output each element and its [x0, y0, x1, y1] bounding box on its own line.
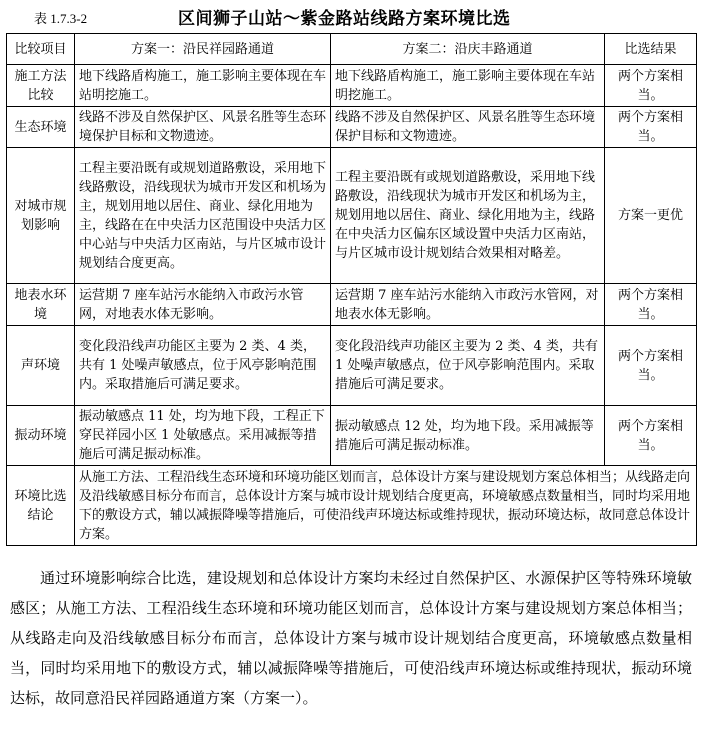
row-option2: 变化段沿线声功能区主要为 2 类、4 类，共有 1 处噪声敏感点，位于风亭影响范围内。采取措施后可满足要求。 [331, 326, 605, 406]
table-row [7, 107, 697, 148]
row-result: 两个方案相当。 [605, 107, 697, 148]
row-option1: 工程主要沿既有或规划道路敷设，采用地下线路敷设，沿线现状为城市开发区和机场为主，规划用地以居住、商业、绿化用地为主，线路在在中央活力区范围设中央活力区中心站与中央活力区南站，与片区城市设计规划结合度更高。 [75, 148, 331, 284]
table-row [7, 326, 697, 406]
conclusion-item: 环境比选结论 [7, 466, 75, 546]
row-option2: 运营期 7 座车站污水能纳入市政污水管网，对地表水体无影响。 [331, 284, 605, 326]
row-result: 方案一更优 [605, 148, 697, 284]
row-option2: 地下线路盾构施工，施工影响主要体现在车站明挖施工。 [331, 65, 605, 107]
table-header-row [7, 34, 697, 65]
header-option2: 方案二：沿庆丰路通道 [331, 34, 605, 65]
table-row [7, 65, 697, 107]
header-item: 比较项目 [7, 34, 75, 65]
row-option1: 地下线路盾构施工，施工影响主要体现在车站明挖施工。 [75, 65, 331, 107]
table-caption [0, 2, 701, 30]
row-option1: 变化段沿线声功能区主要为 2 类、4 类，共有 1 处噪声敏感点，位于风亭影响范围内。采取措施后可满足要求。 [75, 326, 331, 406]
body-paragraph: 通过环境影响综合比选，建设规划和总体设计方案均未经过自然保护区、水源保护区等特殊环境敏感区；从施工方法、工程沿线生态环境和环境功能区划而言，总体设计方案与建设规划方案总体相当；从线路走向及沿线敏感目标分布而言，总体设计方案与城市设计规划结合度更高，环境敏感点数量相当，同时均采用地下的敷设方式，辅以减振降噪等措施后，可使沿线声环境达标或维持现状，振动环境达标，故同意沿民祥园路通道方案（方案一）。 [10, 569, 692, 707]
row-result: 两个方案相当。 [605, 284, 697, 326]
row-option1: 线路不涉及自然保护区、风景名胜等生态环境保护目标和文物遗迹。 [75, 107, 331, 148]
conclusion-row [7, 466, 697, 546]
table-title: 区间狮子山站～紫金路站线路方案环境比选 [178, 9, 511, 29]
row-result: 两个方案相当。 [605, 65, 697, 107]
row-item: 振动环境 [7, 406, 75, 466]
conclusion-text: 从施工方法、工程沿线生态环境和环境功能区划而言，总体设计方案与建设规划方案总体相当；从线路走向及沿线敏感目标分布而言，总体设计方案与城市设计规划结合度更高，环境敏感点数量相当，同时均采用地下的敷设方式，辅以减振降噪等措施后，可使沿线声环境达标或维持现状，振动环境达标，故同意总体设计方案。 [75, 466, 697, 546]
row-result: 两个方案相当。 [605, 326, 697, 406]
row-option1: 振动敏感点 11 处，均为地下段，工程正下穿民祥园小区 1 处敏感点。采用减振等措施后可满足振动标准。 [75, 406, 331, 466]
table-number: 表 1.7.3-2 [34, 11, 88, 26]
header-result: 比选结果 [605, 34, 697, 65]
row-option2: 线路不涉及自然保护区、风景名胜等生态环境保护目标和文物遗迹。 [331, 107, 605, 148]
table-row [7, 148, 697, 284]
row-option2: 工程主要沿既有或规划道路敷设，采用地下线路敷设，沿线现状为城市开发区和机场为主，规划用地以居住、商业、绿化用地为主，线路在中央活力区偏东区域设置中央活力区南站，与片区城市设计规划结合效果相对略差。 [331, 148, 605, 284]
header-option1: 方案一：沿民祥园路通道 [75, 34, 331, 65]
table-row [7, 284, 697, 326]
row-item: 生态环境 [7, 107, 75, 148]
table-row [7, 406, 697, 466]
row-option2: 振动敏感点 12 处，均为地下段。采用减振等措施后可满足振动标准。 [331, 406, 605, 466]
row-item: 对城市规划影响 [7, 148, 75, 284]
row-item: 声环境 [7, 326, 75, 406]
row-item: 地表水环境 [7, 284, 75, 326]
row-option1: 运营期 7 座车站污水能纳入市政污水管网，对地表水体无影响。 [75, 284, 331, 326]
comparison-table [6, 33, 697, 546]
row-item: 施工方法比较 [7, 65, 75, 107]
row-result: 两个方案相当。 [605, 406, 697, 466]
